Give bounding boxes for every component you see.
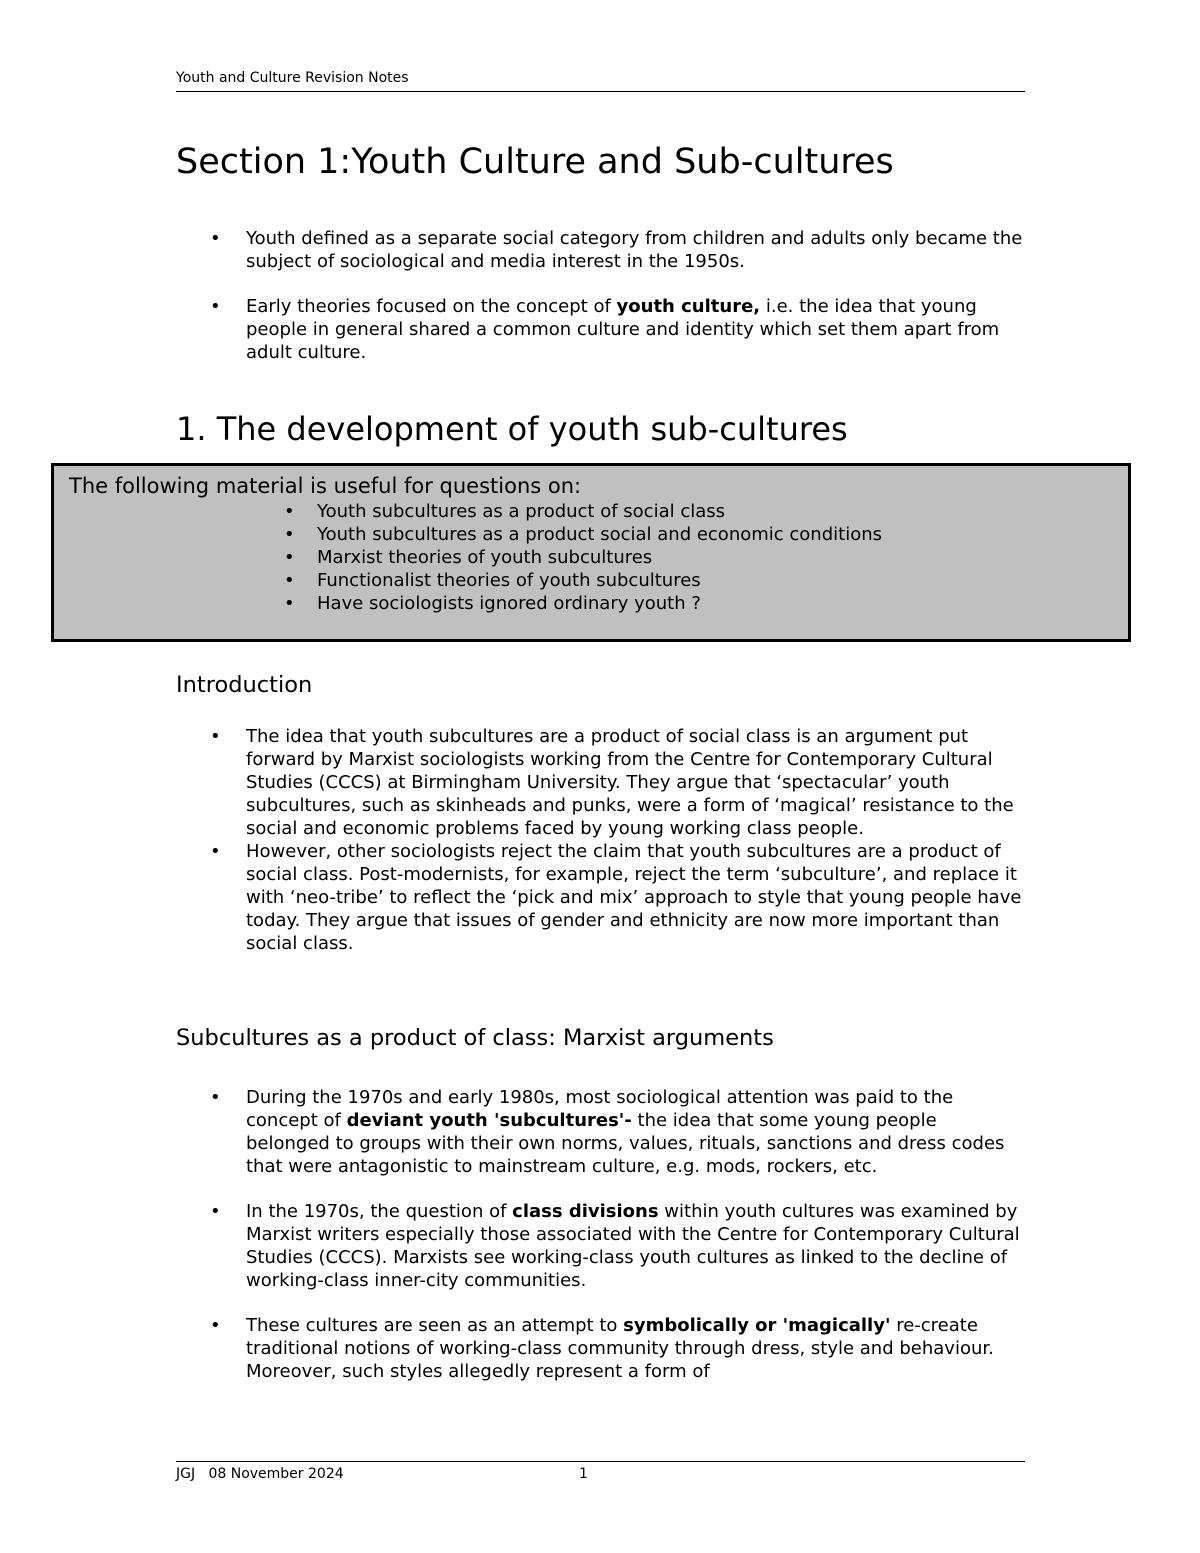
introduction-heading: Introduction bbox=[176, 672, 313, 698]
intro-bullet-list bbox=[176, 227, 1026, 364]
header-rule bbox=[176, 91, 1025, 92]
running-header: Youth and Culture Revision Notes bbox=[176, 70, 409, 86]
list-item: • Youth subcultures as a product social and economic conditions bbox=[280, 523, 882, 546]
bold-term: deviant youth 'subcultures'- bbox=[346, 1110, 632, 1131]
page-number: 1 bbox=[579, 1466, 588, 1482]
list-item bbox=[176, 227, 1026, 273]
list-item-text: Youth defined as a separate social category from children and adults only became the subject of sociological and media interest in the 1950s. bbox=[246, 228, 1023, 272]
bold-term: symbolically or 'magically' bbox=[623, 1315, 891, 1336]
bold-term: class divisions bbox=[512, 1201, 659, 1222]
list-item: • Early theories focused on the concept of youth culture, i.e. the idea that young people in general shared a common culture and identity which set them apart from adult culture. bbox=[176, 295, 1026, 364]
box-list bbox=[280, 500, 882, 615]
useful-for-box bbox=[51, 463, 1131, 642]
list-item: • Have sociologists ignored ordinary youth ? bbox=[280, 592, 882, 615]
box-title: The following material is useful for questions on: bbox=[69, 474, 582, 498]
bold-term: youth culture, bbox=[616, 296, 761, 317]
footer-rule bbox=[176, 1461, 1025, 1462]
list-item: • However, other sociologists reject the claim that youth subcultures are a product of social class. Post-modernists, for example, reject the term ‘subculture’, and replace it with ‘neo-tribe’ to reflect the ‘pick and mix’ approach to style that young people have today. They argue that issues of gender and ethnicity are now more important than social class. bbox=[176, 840, 1026, 955]
list-item: • In the 1970s, the question of class divisions within youth cultures was examined by Marxist writers especially those associated with the Centre for Contemporary Cultural Studies (CCCS). Marxists see working-class youth cultures as linked to the decline of working-class inner-city communities. bbox=[176, 1200, 1026, 1292]
list-item: • During the 1970s and early 1980s, most sociological attention was paid to the concept of deviant youth 'subcultures'- the idea that some young people belonged to groups with their own norms, values, rituals, sanctions and dress codes that were antagonistic to mainstream culture, e.g. mods, rockers, etc. bbox=[176, 1086, 1026, 1178]
section-title: Section 1:Youth Culture and Sub-cultures bbox=[176, 142, 894, 182]
marxist-heading: Subcultures as a product of class: Marxist arguments bbox=[176, 1025, 774, 1051]
list-item: • The idea that youth subcultures are a product of social class is an argument put forward by Marxist sociologists working from the Centre for Contemporary Cultural Studies (CCCS) at Birmingham University. They argue that ‘spectacular’ youth subcultures, such as skinheads and punks, were a form of ‘magical’ resistance to the social and economic problems faced by young working class people. bbox=[176, 725, 1026, 840]
marxist-bullet-list bbox=[176, 1086, 1026, 1383]
subsection-heading: 1. The development of youth sub-cultures bbox=[176, 410, 848, 448]
list-item: • Functionalist theories of youth subcultures bbox=[280, 569, 882, 592]
footer-author-date: JGJ 08 November 2024 bbox=[176, 1466, 344, 1482]
introduction-bullet-list bbox=[176, 725, 1026, 955]
list-item: • Youth subcultures as a product of social class bbox=[280, 500, 882, 523]
list-item: • Marxist theories of youth subcultures bbox=[280, 546, 882, 569]
list-item: • These cultures are seen as an attempt to symbolically or 'magically' re-create traditional notions of working-class community through dress, style and behaviour. Moreover, such styles allegedly represent a form of bbox=[176, 1314, 1026, 1383]
